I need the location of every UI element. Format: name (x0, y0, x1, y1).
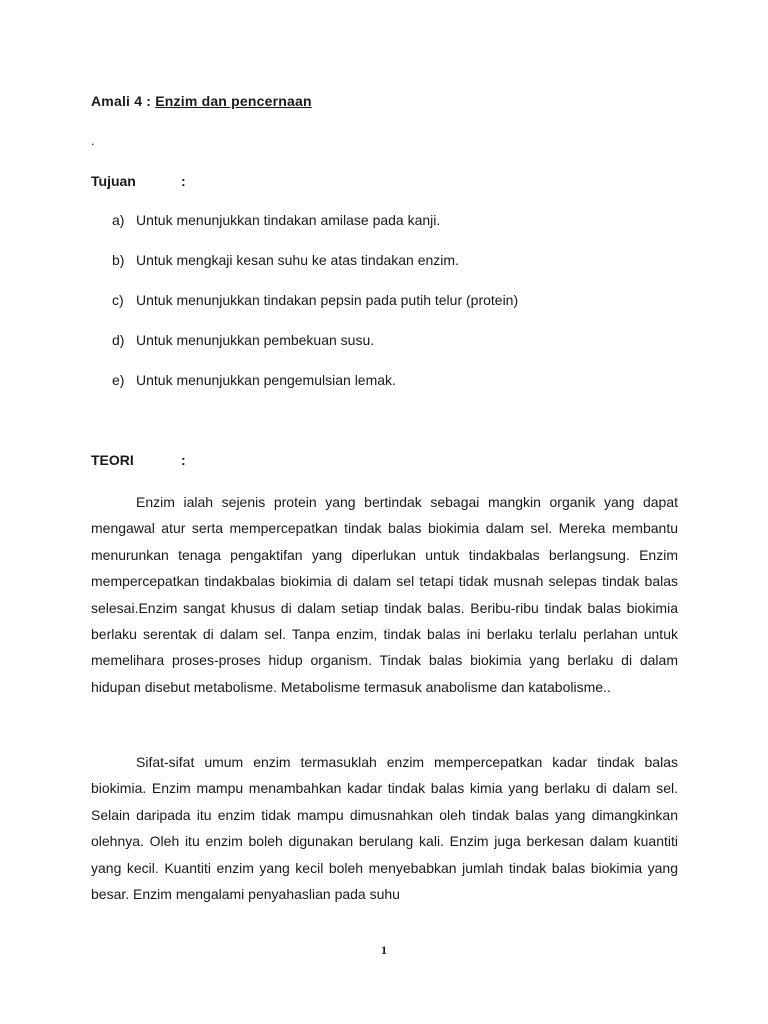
objective-marker: c) (112, 292, 124, 308)
teori-paragraph-2: Sifat-sifat umum enzim termasuklah enzim mempercepatkan kadar tindak balas biokimia. Enzim mampu menambahkan kadar tindak balas kimia yang berlaku di dalam sel. Selain daripada itu enzim tidak mampu dimusnahkan oleh tindak balas yang dimangkinkan olehnya. Oleh itu enzim boleh digunakan berulang kali. Enzim juga berkesan dalam kuantiti yang kecil. Kuantiti enzim yang kecil boleh menyebabkan jumlah tindak balas biokimia yang besar. Enzim mengalami penyahaslian pada suhu (91, 754, 678, 903)
teori-label: TEORI (91, 452, 134, 468)
objective-item (112, 252, 459, 268)
teori-colon: : (181, 452, 186, 468)
objective-marker: b) (112, 252, 125, 268)
objective-item (112, 292, 518, 308)
objective-marker: e) (112, 372, 125, 388)
page-number: 1 (381, 943, 387, 957)
tujuan-label: Tujuan (91, 173, 136, 189)
objective-item (112, 332, 374, 348)
objective-text: Untuk mengkaji kesan suhu ke atas tindakan enzim. (136, 252, 459, 268)
stray-dot: . (91, 133, 95, 148)
teori-heading (91, 452, 186, 468)
objective-text: Untuk menunjukkan tindakan amilase pada kanji. (136, 212, 441, 228)
objective-item (112, 372, 396, 388)
objective-text: Untuk menunjukkan pengemulsian lemak. (136, 372, 396, 388)
title-prefix: Amali 4 : (91, 93, 156, 109)
objective-text: Untuk menunjukkan tindakan pepsin pada putih telur (protein) (136, 292, 519, 308)
teori-paragraph-1: Enzim ialah sejenis protein yang bertindak sebagai mangkin organik yang dapat mengawal atur serta mempercepatkan tindak balas biokimia dalam sel. Mereka membantu menurunkan tenaga pengaktifan yang diperlukan untuk tindakbalas berlangsung. Enzim mempercepatkan tindakbalas biokimia di dalam sel tetapi tidak musnah selepas tindak balas selesai.Enzim sangat khusus di dalam setiap tindak balas. Beribu-ribu tindak balas biokimia berlaku serentak di dalam sel. Tanpa enzim, tindak balas ini berlaku terlalu perlahan untuk memelihara proses-proses hidup organism. Tindak balas biokimia yang berlaku di dalam hidupan disebut metabolisme. Metabolisme termasuk anabolisme dan katabolisme.. (91, 494, 678, 695)
objective-text: Untuk menunjukkan pembekuan susu. (136, 332, 375, 348)
document-title (91, 93, 312, 109)
tujuan-colon: : (181, 173, 186, 189)
objective-item (112, 212, 440, 228)
title-underlined: Enzim dan pencernaan (155, 93, 312, 109)
objective-marker: d) (112, 332, 125, 348)
objective-marker: a) (112, 212, 125, 228)
tujuan-heading (91, 173, 186, 189)
